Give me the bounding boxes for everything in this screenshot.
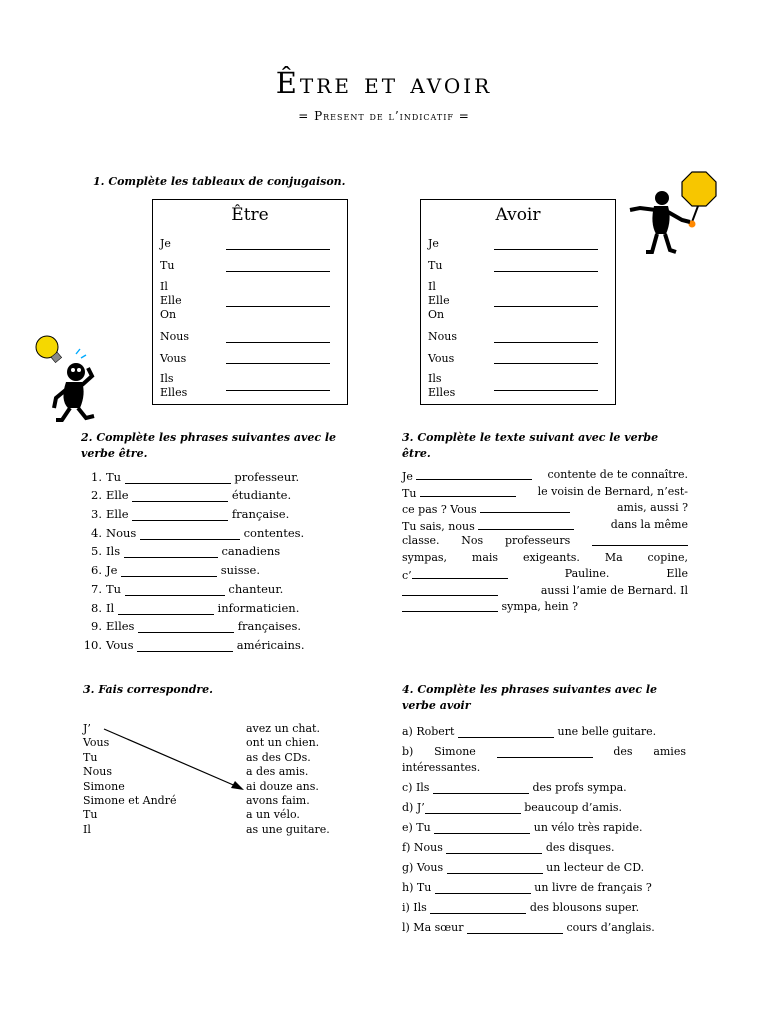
list-item: 8. Il informaticien. [91,600,300,615]
section4-list [402,718,686,934]
list-item: g) Vous un lecteur de CD. [402,861,645,874]
match-right-column [246,722,330,837]
answer-blank[interactable] [226,249,330,250]
match-right-item: ont un chien. [246,736,320,750]
answer-blank[interactable] [416,468,532,480]
answer-blank[interactable] [480,501,570,513]
list-item: f) Nous des disques. [402,841,615,854]
match-left-item: Nous [83,765,112,779]
answer-blank[interactable] [494,363,598,364]
match-left-item: Tu [83,808,98,822]
etre-row-label: Vous [160,352,187,365]
avoir-row-label: Je [428,237,439,250]
list-item: 7. Tu chanteur. [91,581,284,596]
match-left-item: Il [83,822,91,836]
match-right-item: ai douze ans. [246,779,319,793]
answer-blank[interactable] [430,902,526,914]
answer-blank[interactable] [458,726,554,738]
match-right-item: as une guitare. [246,822,330,836]
page-title: Être et avoir [275,66,493,100]
list-item: 9. Elles françaises. [91,619,302,634]
answer-blank[interactable] [447,862,543,874]
answer-blank[interactable] [592,534,688,546]
answer-blank[interactable] [226,271,330,272]
answer-blank[interactable] [467,922,563,934]
section2-heading: 2. Complète les phrases suivantes avec le verbe être. [81,431,337,460]
list-item: 2. Elle étudiante. [91,488,292,503]
etre-row-label: Nous [160,330,189,343]
thinking-figure-icon [30,330,110,425]
section2-list [78,465,378,652]
answer-blank[interactable] [494,342,598,343]
answer-blank[interactable] [125,472,231,484]
etre-table [152,199,348,405]
avoir-row-label: Ils Elles [428,372,456,399]
match-left-item: Vous [83,736,110,750]
etre-row-label: Je [160,237,171,250]
sign-figure-icon [626,168,726,258]
answer-blank[interactable] [121,565,217,577]
list-item-continued: intéressantes. [402,761,481,774]
answer-blank[interactable] [434,822,530,834]
match-left-item: Simone [83,779,125,793]
list-item: 6. Je suisse. [91,563,260,578]
section3-match-heading: 3. Fais correspondre. [83,683,214,696]
etre-row-label: Il Elle On [160,280,182,321]
list-item: a) Robert une belle guitare. [402,725,657,738]
answer-blank[interactable] [226,363,330,364]
list-item: c) Ils des profs sympa. [402,781,627,794]
avoir-row-label: Vous [428,352,455,365]
answer-blank[interactable] [125,584,225,596]
answer-blank[interactable] [425,802,521,814]
answer-blank[interactable] [433,782,529,794]
answer-blank[interactable] [494,390,598,391]
match-right-item: as des CDs. [246,750,311,764]
answer-blank[interactable] [132,509,228,521]
list-item: 3. Elle française. [91,507,290,522]
section3-text: Je contente de te connaître. Tu le voisin de Bernard, n’est- ce pas ? Vous amis, aussi ? Tu sais, nous dans la même classe. Nos professeurs sympas, mais exigeants. Ma copine, c’ Pauline. Elle aussi l’amie de Bernard. Il sympa, hein ? [402,468,688,613]
match-right-item: avons faim. [246,794,310,808]
list-item: b) Simone des amies [402,745,686,758]
match-right-item: a un vélo. [246,808,300,822]
list-item: 10. Vous américains. [83,637,305,652]
answer-blank[interactable] [435,882,531,894]
answer-blank[interactable] [226,306,330,307]
answer-blank[interactable] [494,271,598,272]
section3-text-heading: 3. Complète le texte suivant avec le verbe être. [402,431,659,460]
etre-row-label: Ils Elles [160,372,188,399]
answer-blank[interactable] [137,640,233,652]
answer-blank[interactable] [494,249,598,250]
list-item: i) Ils des blousons super. [402,901,640,914]
answer-blank[interactable] [226,390,330,391]
list-item: 4. Nous contentes. [91,525,305,540]
avoir-row-label: Il Elle On [428,280,450,321]
answer-blank[interactable] [478,518,574,530]
answer-blank[interactable] [124,546,218,558]
avoir-row-label: Tu [428,259,443,272]
match-left-item: Tu [83,750,98,764]
match-left-item: Simone et André [83,794,177,808]
answer-blank[interactable] [118,603,214,615]
list-item: h) Tu un livre de français ? [402,881,652,894]
answer-blank[interactable] [138,621,234,633]
answer-blank[interactable] [420,485,516,497]
answer-blank[interactable] [412,567,508,579]
list-item: 5. Ils canadiens [91,544,281,559]
list-item: l) Ma sœur cours d’anglais. [402,921,655,934]
answer-blank[interactable] [402,600,498,612]
list-item: d) J’ beaucoup d’amis. [402,801,623,814]
etre-row-label: Tu [160,259,175,272]
etre-title: Être [231,205,269,225]
answer-blank[interactable] [446,842,542,854]
answer-blank[interactable] [494,306,598,307]
section4-heading: 4. Complète les phrases suivantes avec le verbe avoir [402,683,658,712]
answer-blank[interactable] [226,342,330,343]
avoir-row-label: Nous [428,330,457,343]
answer-blank[interactable] [497,746,593,758]
avoir-table [420,199,616,405]
answer-blank[interactable] [140,528,240,540]
list-item: 1. Tu professeur. [91,469,300,484]
match-right-item: a des amis. [246,765,309,779]
avoir-title: Avoir [495,205,541,225]
page-subtitle: = Present de l’indicatif = [298,109,470,123]
match-left-item: J’ [83,722,91,735]
section1-heading: 1. Complète les tableaux de conjugaison. [93,175,346,188]
answer-blank[interactable] [132,490,228,502]
list-item: e) Tu un vélo très rapide. [402,821,643,834]
answer-blank[interactable] [402,584,498,596]
match-right-item: avez un chat. [246,722,320,735]
match-arrow-icon [100,725,250,795]
